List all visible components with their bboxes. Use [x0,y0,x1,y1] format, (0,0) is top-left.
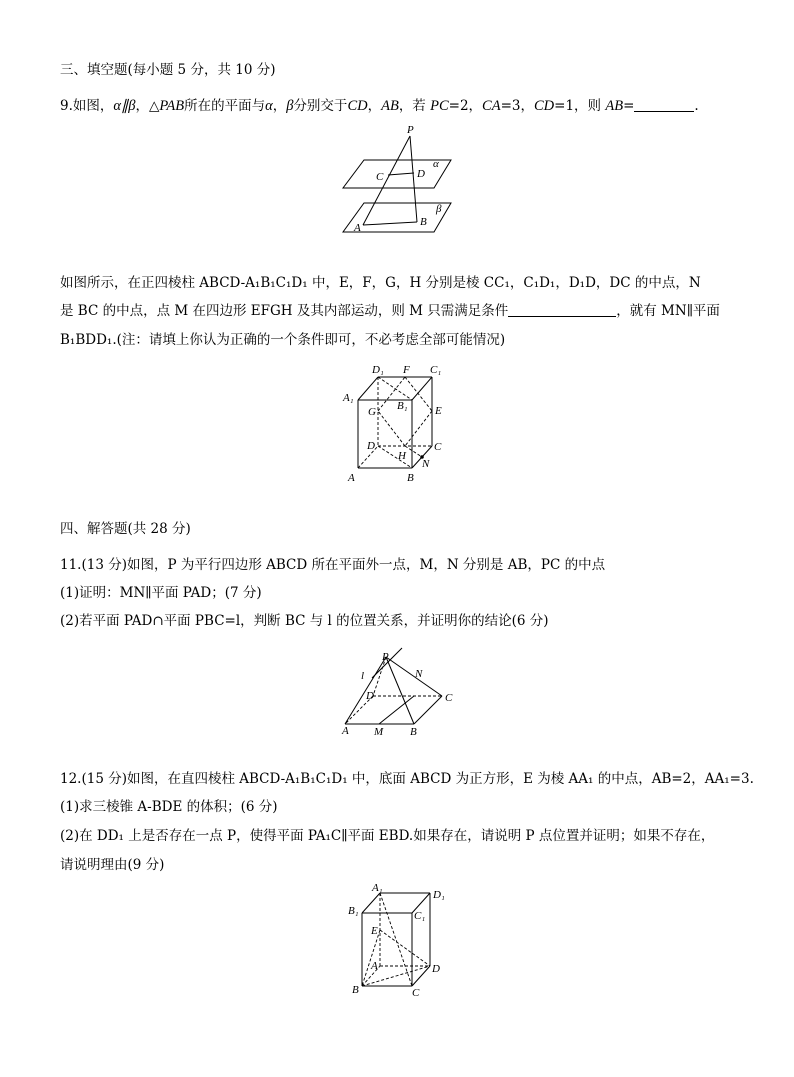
q9-text-9: =3， [500,98,534,114]
q9-label-D: D [417,168,425,180]
section-heading-answer: 四、解答题(共 28 分) [60,521,191,537]
q9-text-3: 所在的平面与 [184,98,266,114]
q9-math-1: α∥β [113,98,136,114]
q9-number: 9. [60,98,73,114]
q12-label-A1: A₁ [372,882,383,894]
section-heading-fill-in: 三、填空题(每小题 5 分，共 10 分) [60,62,276,78]
q9-text-2: ，△ [135,98,160,114]
q9-math-8: CA [482,98,501,114]
q9-text-1: 如图， [72,98,114,114]
q10-label-N: N [422,458,430,470]
q10-text-after-blank: ，就有 MN∥平面 [616,303,720,319]
q12-label-D: D [432,963,440,975]
q9-text-4: ， [272,98,287,114]
q9-text-8: =2， [448,98,483,114]
q11-label-A: A [342,725,349,737]
q11-label-B: B [410,726,417,738]
q12-label-C: C [412,987,420,999]
question-10-line-1: 如图所示，在正四棱柱 ABCD-A₁B₁C₁D₁ 中，E，F，G，H 分别是棱 CC₁，C₁D₁，D₁D，DC 的中点，N [60,275,701,291]
q10-label-C1: C₁ [430,364,442,376]
q10-label-A1: A₁ [343,392,354,404]
question-12-line-4: 请说明理由(9 分) [60,857,165,873]
q9-label-B: B [420,216,427,228]
q10-label-H: H [398,450,406,462]
q9-text-10: =1，则 [554,98,606,114]
q12-label-E: E [371,925,378,937]
q11-label-M: M [374,726,384,738]
question-11-line-1: 11.(13 分)如图，P 为平行四边形 ABCD 所在平面外一点，M，N 分别是 AB，PC 的中点 [60,557,606,573]
question-11-line-2: (1)证明：MN∥平面 PAD；(7 分) [60,585,262,601]
q10-label-G: G [368,406,376,418]
q11-label-C: C [445,692,453,704]
q10-label-E: E [435,405,442,417]
question-12-line-1: 12.(15 分)如图，在直四棱柱 ABCD-A₁B₁C₁D₁ 中，底面 ABCD 为正方形，E 为棱 AA₁ 的中点，AB=2，AA₁=3. [60,771,754,787]
q9-math-2: PAB [159,98,185,114]
q10-label-D1: D₁ [372,364,384,376]
question-12-line-2: (1)求三棱锥 A-BDE 的体积；(6 分) [60,799,278,815]
q12-label-D1: D₁ [433,889,445,901]
q9-label-P: P [407,124,414,136]
q12-label-A: A [371,960,378,972]
q9-label-A: A [354,222,361,234]
q10-label-B1: B₁ [397,400,408,412]
q10-label-B: B [407,472,414,484]
q10-label-C: C [434,441,442,453]
q9-math-7: PC [430,98,449,114]
q9-math-6: AB [381,98,399,114]
q9-end: . [694,98,699,114]
q9-label-beta: β [436,203,442,215]
q9-label-C: C [376,171,384,183]
q11-label-l: l [361,670,365,682]
q9-text-6: ， [367,98,382,114]
q9-math-9: CD [533,98,555,114]
q9-math-10: AB [605,98,624,114]
question-12-line-3: (2)在 DD₁ 上是否存在一点 P，使得平面 PA₁C∥平面 EBD.如果存在，请说明 P 点位置并证明；如果不存在， [60,828,715,844]
question-11-line-3: (2)若平面 PAD∩平面 PBC=l，判断 BC 与 l 的位置关系，并证明你的结论(6 分) [60,613,549,629]
q11-label-D: D [366,690,374,702]
q9-math-5: CD [347,98,368,114]
q12-label-C1: C₁ [414,910,426,922]
q9-math-3: α [265,98,273,114]
q11-label-P: P [382,651,389,663]
q9-label-alpha: α [433,158,439,170]
q11-label-N: N [415,668,423,680]
q10-label-A: A [348,472,355,484]
q10-label-D: D [367,440,375,452]
q9-text-7: ，若 [398,98,431,114]
question-10-line-3: B₁BDD₁.(注：请填上你认为正确的一个条件即可，不必考虑全部可能情况) [60,332,506,348]
q9-text-5: 分别交于 [293,98,348,114]
q12-label-B: B [352,984,359,996]
q12-label-B1: B₁ [348,905,359,917]
q10-label-F: F [403,364,410,376]
q10-text-before-blank: 是 BC 的中点，点 M 在四边形 EFGH 及其内部运动，则 M 只需满足条件 [60,303,509,319]
q9-text-11: = [623,98,635,114]
q9-math-4: β [286,98,294,114]
